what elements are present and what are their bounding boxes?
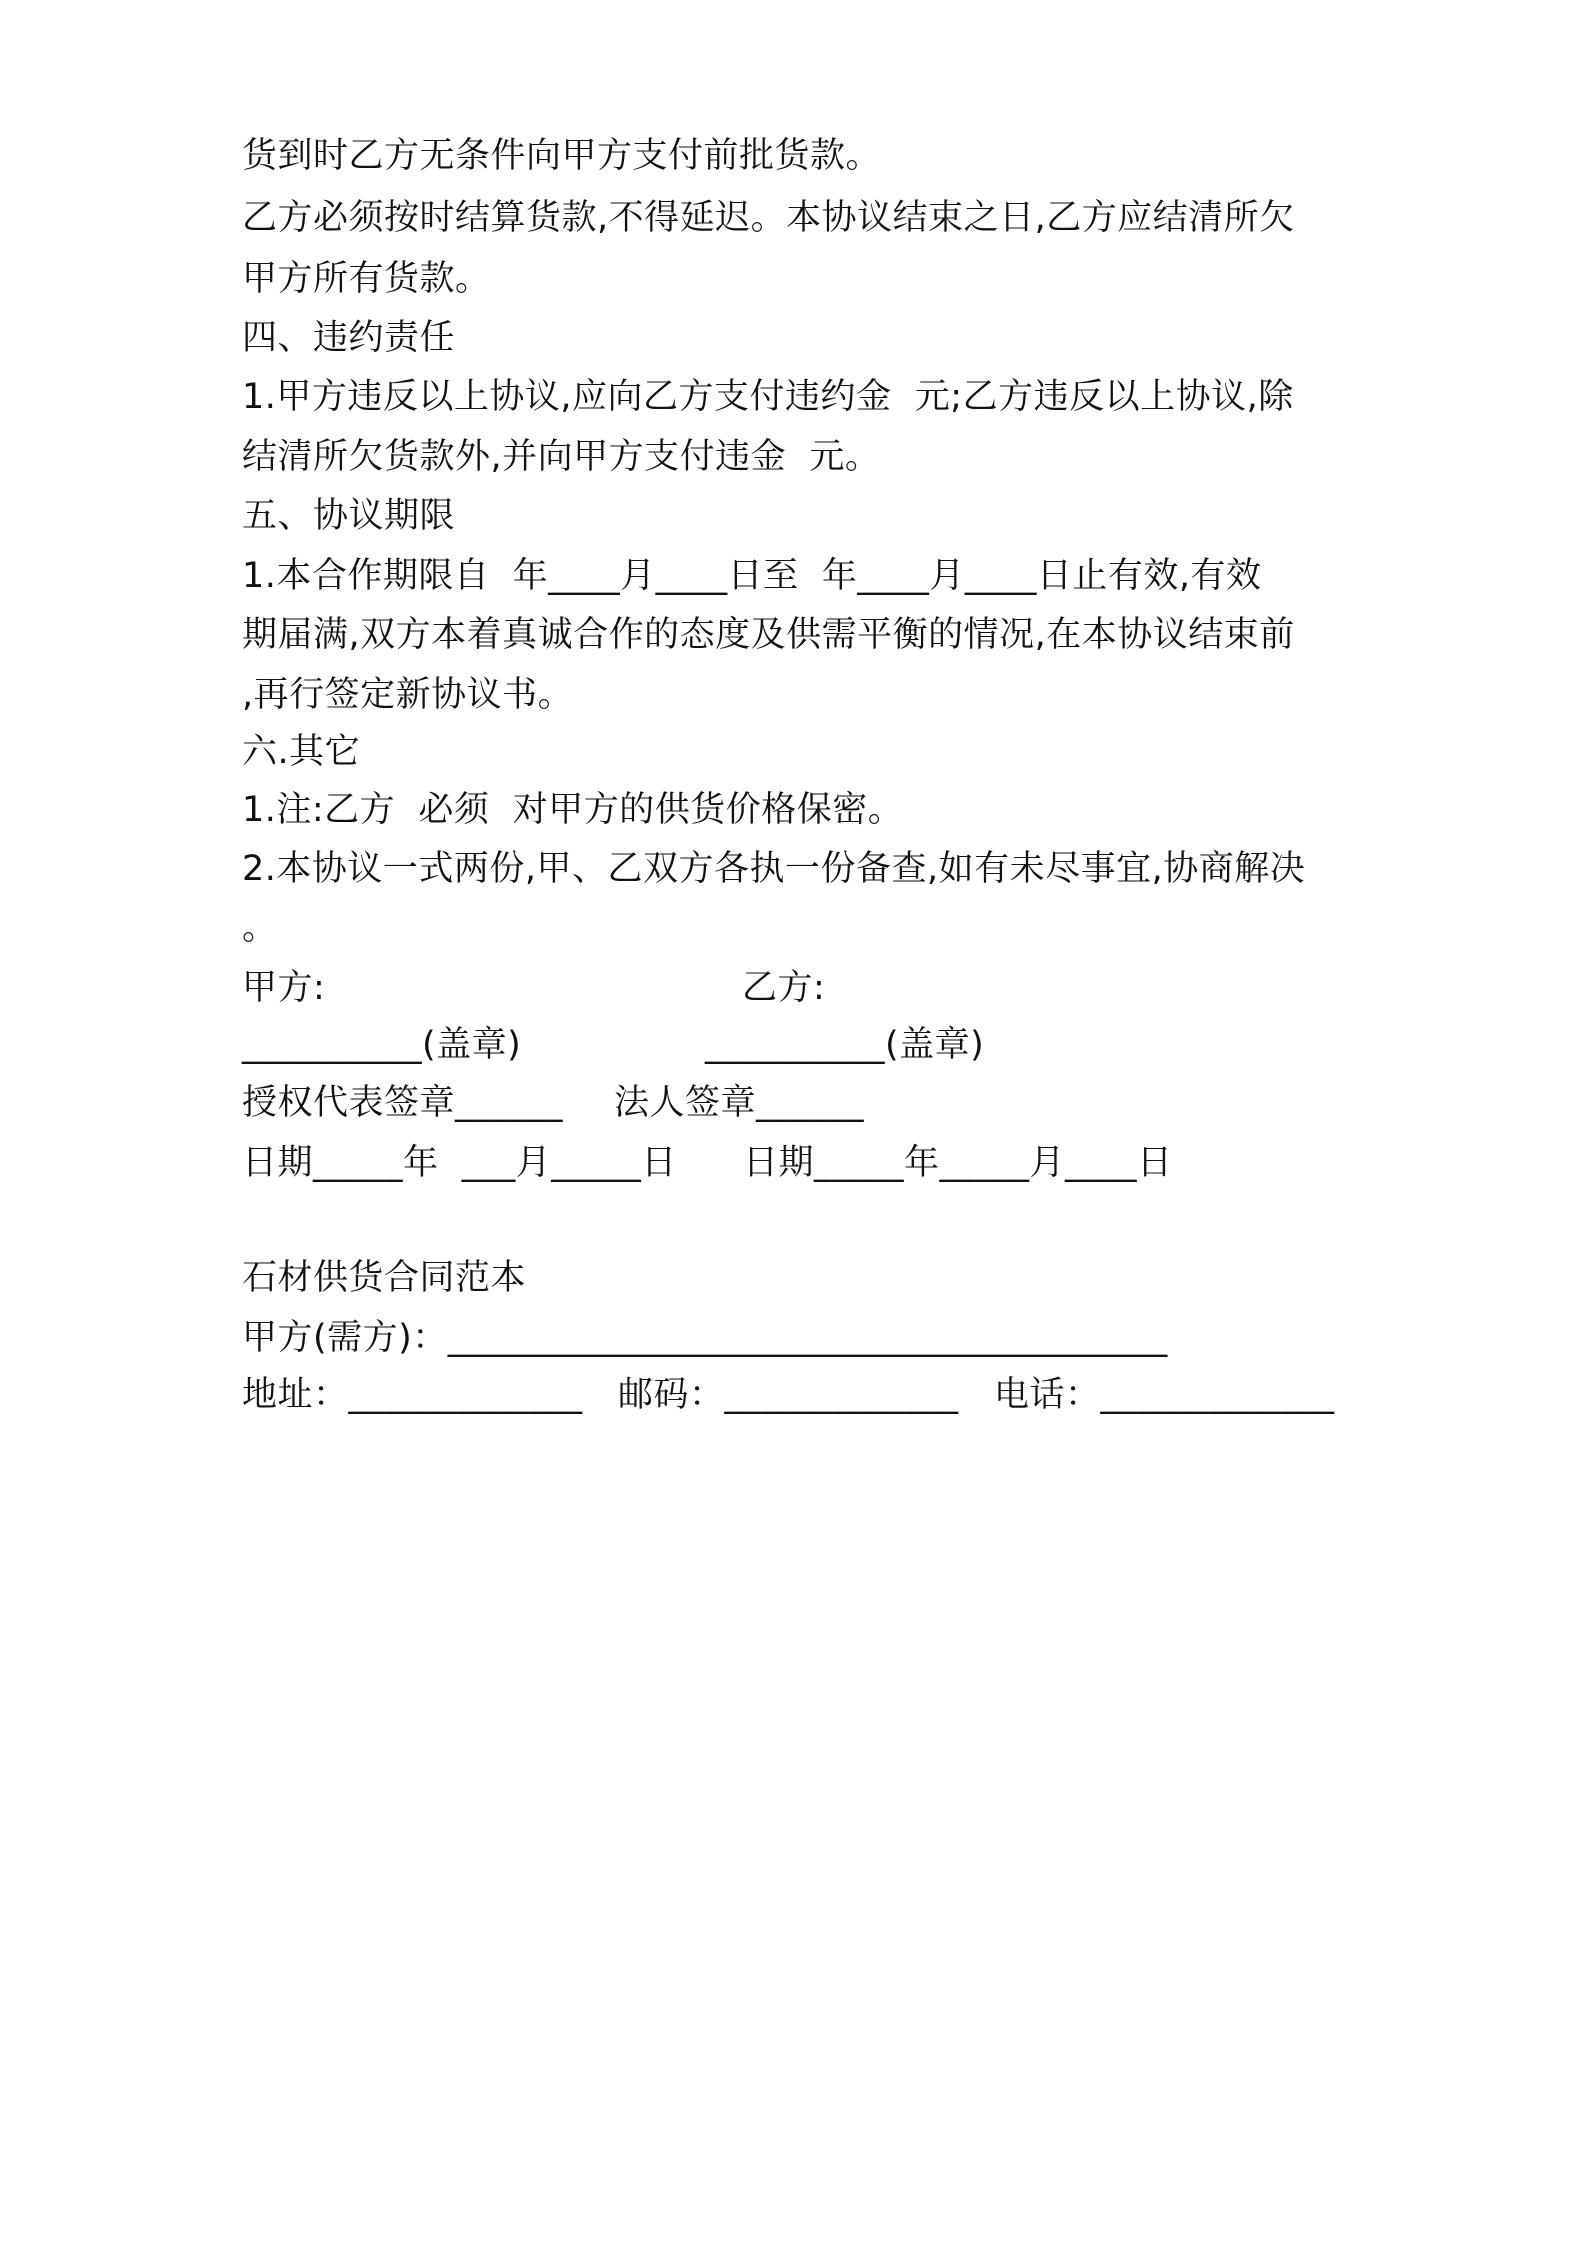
address-field: 地址：_____________ <box>242 1375 583 1415</box>
legal-person-signature-line: 法人签章______ <box>614 1083 865 1123</box>
section-heading: 四、违约责任 <box>242 318 456 358</box>
second-contract-title: 石材供货合同范本 <box>242 1258 527 1298</box>
party-a-demand-field: 甲方(需方)：________________________________________ <box>242 1318 1168 1358</box>
paragraph-line: 乙方必须按时结算货款,不得延迟。本协议结束之日,乙方应结清所欠 <box>242 198 1295 238</box>
party-b-label: 乙方: <box>742 968 826 1008</box>
phone-field: 电话：_____________ <box>994 1375 1335 1415</box>
section-heading: 六.其它 <box>242 732 361 772</box>
date-a-line: 日期_____年 ___月_____日 <box>242 1143 677 1183</box>
representative-signature-line: 授权代表签章______ <box>242 1083 564 1123</box>
paragraph-line: 2.本协议一式两份,甲、乙双方各执一份备查,如有未尽事宜,协商解决 <box>242 849 1306 889</box>
seal-a-line: __________(盖章) <box>242 1025 522 1065</box>
party-a-label: 甲方: <box>242 968 326 1008</box>
paragraph-line: 货到时乙方无条件向甲方支付前批货款。 <box>242 136 882 176</box>
paragraph-line: 期届满,双方本着真诚合作的态度及供需平衡的情况,在本协议结束前 <box>242 615 1295 655</box>
paragraph-line: 结清所欠货款外,并向甲方支付违金 元。 <box>242 437 881 477</box>
seal-b-line: __________(盖章) <box>705 1025 985 1065</box>
paragraph-line: ,再行签定新协议书。 <box>242 675 574 715</box>
paragraph-line: 1.本合作期限自 年____月____日至 年____月____日止有效,有效 <box>242 556 1262 596</box>
date-b-line: 日期_____年_____月____日 <box>743 1143 1173 1183</box>
postcode-field: 邮码：_____________ <box>618 1375 959 1415</box>
section-heading: 五、协议期限 <box>242 496 456 536</box>
paragraph-line: 1.注:乙方 必须 对甲方的供货价格保密。 <box>242 790 904 830</box>
paragraph-line: 甲方所有货款。 <box>242 259 491 299</box>
paragraph-line: 。 <box>242 908 278 948</box>
paragraph-line: 1.甲方违反以上协议,应向乙方支付违约金 元;乙方违反以上协议,除 <box>242 377 1294 417</box>
